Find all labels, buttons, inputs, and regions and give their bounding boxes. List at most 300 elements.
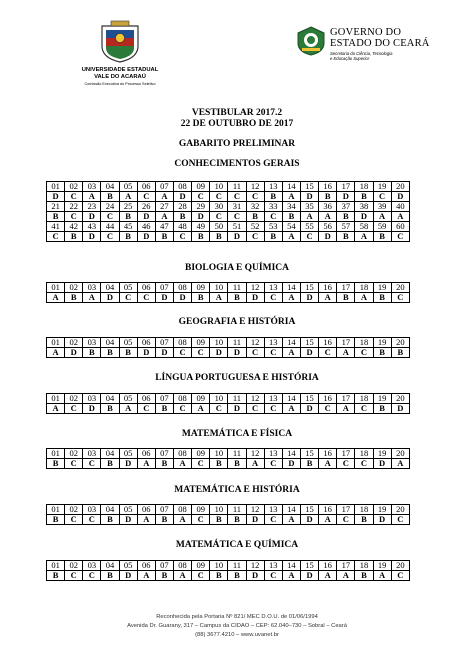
answer-cell: D: [173, 293, 191, 303]
answer-row: [47, 515, 410, 525]
answer-cell: B: [192, 232, 210, 242]
question-number-cell: 06: [137, 394, 155, 404]
question-number-cell: 05: [119, 505, 137, 515]
gov-subtitle-line1: Secretaria da Ciência, Tecnologia: [330, 51, 393, 56]
answer-cell: C: [83, 459, 101, 469]
answer-cell: D: [47, 192, 65, 202]
answer-cell: B: [228, 293, 246, 303]
question-number-cell: 05: [119, 182, 137, 192]
question-number-cell: 30: [210, 202, 228, 212]
question-number-cell: 03: [83, 283, 101, 293]
question-number-cell: 08: [173, 394, 191, 404]
answer-cell: C: [264, 293, 282, 303]
answer-cell: D: [210, 348, 228, 358]
question-number-cell: 07: [155, 394, 173, 404]
question-number-cell: 13: [264, 283, 282, 293]
question-number-cell: 18: [355, 338, 373, 348]
answer-cell: D: [246, 571, 264, 581]
answer-cell: A: [137, 571, 155, 581]
question-number-cell: 11: [228, 394, 246, 404]
question-number-cell: 08: [173, 561, 191, 571]
question-number-cell: 23: [83, 202, 101, 212]
answer-cell: A: [373, 571, 391, 581]
answer-row: [47, 571, 410, 581]
answer-cell: C: [228, 212, 246, 222]
answer-cell: C: [391, 232, 409, 242]
question-number-cell: 12: [246, 505, 264, 515]
answer-cell: A: [282, 571, 300, 581]
question-number-cell: 09: [192, 561, 210, 571]
question-number-row: [47, 505, 410, 515]
answer-cell: A: [47, 293, 65, 303]
answer-cell: D: [246, 515, 264, 525]
answer-cell: B: [47, 212, 65, 222]
answer-cell: A: [137, 459, 155, 469]
question-number-cell: 04: [101, 182, 119, 192]
gov-title-line2: ESTADO DO CEARÁ: [330, 38, 430, 49]
question-number-cell: 17: [337, 283, 355, 293]
answer-cell: B: [101, 192, 119, 202]
question-number-cell: 26: [137, 202, 155, 212]
question-number-cell: 49: [192, 222, 210, 232]
answer-cell: B: [337, 293, 355, 303]
question-number-cell: 05: [119, 394, 137, 404]
answer-cell: D: [228, 348, 246, 358]
answer-cell: C: [246, 232, 264, 242]
question-number-cell: 53: [264, 222, 282, 232]
question-number-cell: 04: [101, 561, 119, 571]
question-number-cell: 28: [173, 202, 191, 212]
answer-table: [46, 282, 410, 303]
answer-cell: C: [65, 459, 83, 469]
answer-cell: D: [65, 348, 83, 358]
answer-cell: D: [228, 232, 246, 242]
question-number-cell: 06: [137, 505, 155, 515]
university-name-line1: UNIVERSIDADE ESTADUAL: [81, 67, 159, 73]
question-number-cell: 07: [155, 283, 173, 293]
question-number-cell: 15: [300, 561, 318, 571]
question-number-cell: 13: [264, 182, 282, 192]
section-title: MATEMÁTICA E FÍSICA: [181, 429, 293, 439]
question-number-cell: 04: [101, 338, 119, 348]
question-number-cell: 10: [210, 449, 228, 459]
question-number-cell: 19: [373, 561, 391, 571]
answer-cell: B: [101, 515, 119, 525]
answer-table: [46, 181, 410, 242]
section-title: BIOLOGIA E QUÍMICA: [185, 263, 289, 273]
answer-cell: C: [173, 348, 191, 358]
answer-cell: B: [119, 212, 137, 222]
answer-cell: A: [337, 404, 355, 414]
answer-cell: B: [355, 571, 373, 581]
answer-cell: C: [47, 232, 65, 242]
question-number-cell: 18: [355, 449, 373, 459]
answer-row: [47, 212, 410, 222]
answer-cell: C: [391, 515, 409, 525]
answer-cell: A: [47, 348, 65, 358]
answer-cell: C: [355, 348, 373, 358]
question-number-cell: 33: [264, 202, 282, 212]
section-title: GEOGRAFIA E HISTÓRIA: [178, 317, 296, 327]
exam-title: VESTIBULAR 2017.2: [191, 108, 283, 118]
answer-cell: C: [264, 515, 282, 525]
question-number-cell: 13: [264, 561, 282, 571]
answer-cell: C: [101, 232, 119, 242]
question-number-cell: 09: [192, 182, 210, 192]
answer-table: [46, 393, 410, 414]
question-number-cell: 12: [246, 283, 264, 293]
question-number-cell: 01: [47, 283, 65, 293]
question-number-cell: 16: [319, 394, 337, 404]
question-number-cell: 14: [282, 338, 300, 348]
answer-cell: A: [246, 459, 264, 469]
question-number-cell: 06: [137, 561, 155, 571]
answer-cell: C: [173, 232, 191, 242]
question-number-row: [47, 449, 410, 459]
answer-cell: B: [355, 515, 373, 525]
answer-cell: D: [300, 348, 318, 358]
question-number-cell: 11: [228, 449, 246, 459]
answer-cell: B: [155, 571, 173, 581]
answer-cell: A: [173, 515, 191, 525]
answer-cell: D: [101, 293, 119, 303]
question-number-cell: 12: [246, 338, 264, 348]
answer-cell: B: [192, 293, 210, 303]
answer-cell: D: [119, 571, 137, 581]
answer-cell: C: [192, 515, 210, 525]
question-number-row: [47, 283, 410, 293]
question-number-cell: 19: [373, 182, 391, 192]
answer-cell: A: [282, 232, 300, 242]
question-number-cell: 03: [83, 449, 101, 459]
answer-row: [47, 293, 410, 303]
question-number-cell: 12: [246, 449, 264, 459]
question-number-cell: 27: [155, 202, 173, 212]
question-number-cell: 02: [65, 338, 83, 348]
question-number-cell: 36: [319, 202, 337, 212]
question-number-cell: 19: [373, 338, 391, 348]
answer-cell: C: [391, 293, 409, 303]
question-number-cell: 21: [47, 202, 65, 212]
question-number-cell: 43: [83, 222, 101, 232]
question-number-cell: 11: [228, 182, 246, 192]
answer-cell: D: [228, 404, 246, 414]
answer-cell: D: [192, 212, 210, 222]
question-number-cell: 12: [246, 561, 264, 571]
answer-cell: B: [246, 212, 264, 222]
answer-cell: C: [192, 571, 210, 581]
answer-cell: D: [373, 515, 391, 525]
question-number-cell: 19: [373, 449, 391, 459]
answer-cell: A: [155, 212, 173, 222]
question-number-row: [47, 561, 410, 571]
question-number-cell: 37: [337, 202, 355, 212]
question-number-cell: 20: [391, 338, 409, 348]
answer-cell: C: [173, 404, 191, 414]
answer-cell: C: [373, 192, 391, 202]
question-number-cell: 01: [47, 561, 65, 571]
question-number-cell: 18: [355, 505, 373, 515]
footer-address: Avenida Dr. Guarany, 317 – Campus da CIDAO – CEP: 62.040–730 – Sobral – Ceará: [127, 623, 347, 629]
answer-cell: C: [101, 212, 119, 222]
question-number-cell: 11: [228, 561, 246, 571]
question-number-cell: 45: [119, 222, 137, 232]
answer-cell: B: [228, 571, 246, 581]
answer-cell: C: [391, 571, 409, 581]
footer-accreditation: Reconhecida pela Portaria Nº 821/ MEC D.O.U. de 01/06/1994: [156, 614, 318, 620]
question-number-cell: 04: [101, 394, 119, 404]
answer-cell: A: [319, 571, 337, 581]
answer-cell: C: [210, 192, 228, 202]
answer-cell: C: [119, 293, 137, 303]
answer-cell: B: [155, 232, 173, 242]
answer-cell: C: [355, 459, 373, 469]
answer-key-title: GABARITO PRELIMINAR: [178, 139, 296, 149]
answer-cell: A: [47, 404, 65, 414]
uva-crest-icon: [98, 20, 142, 64]
question-number-cell: 17: [337, 394, 355, 404]
section-title: LÍNGUA PORTUGUESA E HISTÓRIA: [155, 373, 319, 383]
question-number-cell: 08: [173, 283, 191, 293]
answer-cell: C: [264, 459, 282, 469]
answer-cell: C: [355, 404, 373, 414]
question-number-cell: 05: [119, 338, 137, 348]
answer-table: [46, 448, 410, 469]
question-number-cell: 20: [391, 182, 409, 192]
answer-cell: B: [373, 293, 391, 303]
answer-cell: B: [210, 232, 228, 242]
answer-cell: A: [192, 404, 210, 414]
answer-cell: B: [65, 232, 83, 242]
answer-cell: C: [65, 212, 83, 222]
answer-cell: C: [246, 348, 264, 358]
question-number-cell: 02: [65, 182, 83, 192]
answer-cell: D: [300, 404, 318, 414]
answer-cell: B: [228, 459, 246, 469]
answer-cell: A: [355, 293, 373, 303]
answer-cell: C: [192, 348, 210, 358]
answer-cell: C: [65, 571, 83, 581]
question-number-cell: 04: [101, 283, 119, 293]
question-number-cell: 06: [137, 338, 155, 348]
question-number-cell: 03: [83, 182, 101, 192]
answer-cell: A: [282, 192, 300, 202]
answer-cell: C: [137, 192, 155, 202]
answer-cell: B: [210, 515, 228, 525]
answer-cell: A: [319, 515, 337, 525]
answer-cell: A: [282, 515, 300, 525]
answer-cell: D: [83, 212, 101, 222]
question-number-cell: 19: [373, 283, 391, 293]
question-number-cell: 31: [228, 202, 246, 212]
question-number-cell: 15: [300, 449, 318, 459]
question-number-cell: 39: [373, 202, 391, 212]
question-number-cell: 54: [282, 222, 300, 232]
answer-cell: D: [246, 293, 264, 303]
question-number-cell: 07: [155, 505, 173, 515]
answer-cell: B: [300, 459, 318, 469]
question-number-cell: 04: [101, 505, 119, 515]
question-number-cell: 56: [319, 222, 337, 232]
answer-cell: B: [337, 212, 355, 222]
question-number-cell: 08: [173, 449, 191, 459]
question-number-cell: 14: [282, 283, 300, 293]
answer-cell: C: [65, 404, 83, 414]
answer-cell: B: [355, 192, 373, 202]
question-number-row: [47, 202, 410, 212]
question-number-cell: 15: [300, 394, 318, 404]
answer-cell: B: [373, 348, 391, 358]
footer-contact: (88) 3677.4210 – www.uvanet.br: [195, 632, 279, 638]
question-number-cell: 08: [173, 505, 191, 515]
question-number-cell: 35: [300, 202, 318, 212]
answer-cell: A: [83, 293, 101, 303]
answer-cell: B: [210, 571, 228, 581]
question-number-cell: 09: [192, 505, 210, 515]
question-number-cell: 03: [83, 505, 101, 515]
question-number-cell: 17: [337, 338, 355, 348]
question-number-cell: 11: [228, 283, 246, 293]
gov-title-line1: GOVERNO DO: [330, 27, 402, 38]
question-number-cell: 58: [355, 222, 373, 232]
answer-row: [47, 404, 410, 414]
question-number-cell: 05: [119, 449, 137, 459]
answer-cell: D: [300, 515, 318, 525]
government-logo: [296, 26, 456, 76]
answer-cell: B: [155, 515, 173, 525]
answer-cell: C: [300, 232, 318, 242]
question-number-cell: 16: [319, 283, 337, 293]
question-number-cell: 10: [210, 394, 228, 404]
answer-cell: B: [101, 348, 119, 358]
answer-cell: A: [119, 192, 137, 202]
question-number-cell: 14: [282, 505, 300, 515]
question-number-cell: 20: [391, 449, 409, 459]
question-number-cell: 06: [137, 283, 155, 293]
question-number-row: [47, 338, 410, 348]
question-number-cell: 34: [282, 202, 300, 212]
question-number-cell: 48: [173, 222, 191, 232]
question-number-cell: 10: [210, 182, 228, 192]
question-number-cell: 02: [65, 283, 83, 293]
question-number-cell: 14: [282, 394, 300, 404]
answer-cell: B: [228, 515, 246, 525]
answer-cell: B: [155, 404, 173, 414]
section-title: MATEMÁTICA E HISTÓRIA: [174, 485, 300, 495]
answer-cell: B: [47, 459, 65, 469]
question-number-cell: 03: [83, 394, 101, 404]
question-number-cell: 18: [355, 283, 373, 293]
answer-cell: C: [264, 212, 282, 222]
answer-cell: A: [300, 212, 318, 222]
answer-cell: B: [264, 192, 282, 202]
answer-cell: B: [101, 459, 119, 469]
question-number-cell: 16: [319, 338, 337, 348]
question-number-cell: 15: [300, 182, 318, 192]
question-number-cell: 11: [228, 505, 246, 515]
answer-row: [47, 232, 410, 242]
question-number-cell: 50: [210, 222, 228, 232]
question-number-cell: 55: [300, 222, 318, 232]
question-number-cell: 03: [83, 561, 101, 571]
question-number-cell: 10: [210, 561, 228, 571]
question-number-cell: 12: [246, 182, 264, 192]
ceara-seal-icon: [296, 26, 326, 56]
answer-cell: A: [337, 348, 355, 358]
question-number-cell: 44: [101, 222, 119, 232]
section-title: CONHECIMENTOS GERAIS: [174, 159, 300, 169]
question-number-cell: 17: [337, 449, 355, 459]
question-number-cell: 16: [319, 182, 337, 192]
answer-table: [46, 337, 410, 358]
answer-cell: C: [337, 459, 355, 469]
question-number-cell: 41: [47, 222, 65, 232]
question-number-cell: 20: [391, 394, 409, 404]
question-number-cell: 16: [319, 449, 337, 459]
question-number-row: [47, 394, 410, 404]
question-number-cell: 07: [155, 338, 173, 348]
uva-logo: [64, 20, 176, 87]
question-number-cell: 10: [210, 505, 228, 515]
answer-cell: C: [264, 404, 282, 414]
answer-cell: B: [173, 212, 191, 222]
answer-cell: C: [65, 515, 83, 525]
question-number-cell: 02: [65, 449, 83, 459]
answer-cell: C: [83, 571, 101, 581]
question-number-cell: 14: [282, 561, 300, 571]
question-number-cell: 09: [192, 394, 210, 404]
answer-cell: C: [210, 404, 228, 414]
question-number-cell: 19: [373, 505, 391, 515]
question-number-cell: 18: [355, 561, 373, 571]
answer-cell: D: [373, 459, 391, 469]
question-number-cell: 02: [65, 561, 83, 571]
answer-cell: A: [319, 212, 337, 222]
question-number-cell: 02: [65, 505, 83, 515]
answer-cell: A: [319, 459, 337, 469]
answer-cell: C: [192, 459, 210, 469]
answer-row: [47, 459, 410, 469]
answer-cell: A: [83, 192, 101, 202]
answer-cell: D: [155, 348, 173, 358]
question-number-cell: 59: [373, 222, 391, 232]
question-number-row: [47, 182, 410, 192]
answer-cell: C: [264, 571, 282, 581]
question-number-cell: 15: [300, 283, 318, 293]
answer-cell: D: [119, 515, 137, 525]
answer-cell: B: [101, 571, 119, 581]
question-number-cell: 07: [155, 561, 173, 571]
answer-cell: A: [282, 348, 300, 358]
question-number-cell: 09: [192, 283, 210, 293]
question-number-cell: 20: [391, 505, 409, 515]
answer-cell: C: [65, 192, 83, 202]
answer-cell: D: [155, 293, 173, 303]
answer-cell: A: [373, 212, 391, 222]
section-title: MATEMÁTICA E QUÍMICA: [175, 540, 299, 550]
answer-cell: A: [119, 404, 137, 414]
answer-cell: D: [300, 192, 318, 202]
answer-cell: C: [319, 348, 337, 358]
question-number-cell: 01: [47, 338, 65, 348]
question-number-cell: 51: [228, 222, 246, 232]
question-number-cell: 07: [155, 449, 173, 459]
question-number-cell: 29: [192, 202, 210, 212]
answer-cell: D: [83, 232, 101, 242]
question-number-cell: 08: [173, 182, 191, 192]
question-number-cell: 17: [337, 505, 355, 515]
question-number-cell: 01: [47, 394, 65, 404]
